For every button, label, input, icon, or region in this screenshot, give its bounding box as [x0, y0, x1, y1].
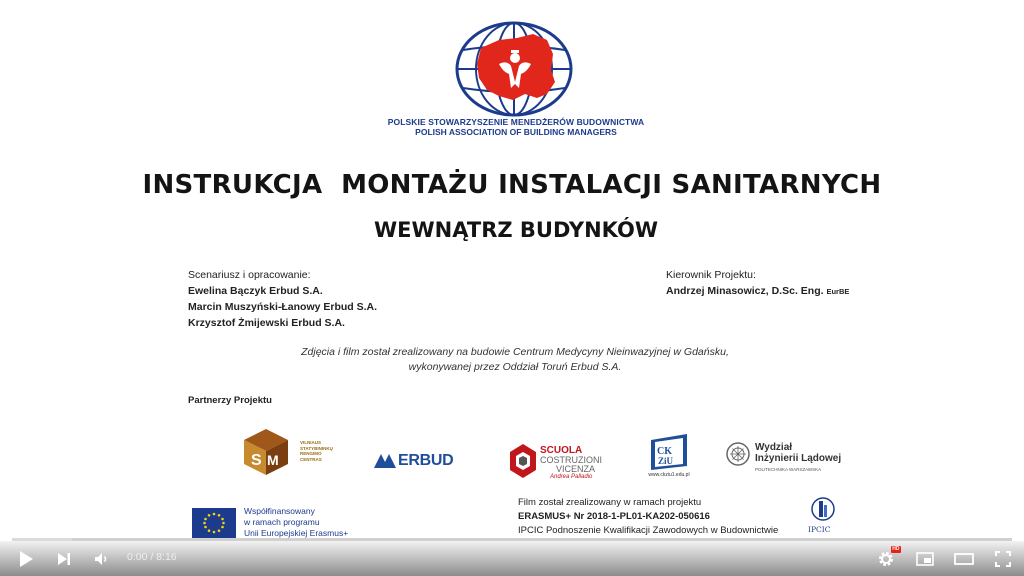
scuola-text-2: COSTRUZIONI [540, 455, 602, 465]
manager-suffix: EurBE [826, 287, 850, 296]
psmb-globe-logo [455, 20, 573, 118]
photo-note-line: wykonywanej przez Oddział Toruń Erbud S.A. [408, 361, 622, 373]
scuola-text-3: VICENZA [556, 464, 596, 474]
pw-wydzial-logo [726, 440, 856, 476]
fullscreen-icon [995, 551, 1011, 567]
wydzial-text-1: Wydział [755, 442, 793, 453]
project-manager-block [666, 267, 849, 300]
sm-text-line: VILNIAUS [300, 440, 322, 445]
volume-icon [94, 552, 110, 566]
ipcic-logo [806, 495, 840, 539]
credits-label: Scenariusz i opracowanie: [188, 269, 311, 281]
miniplayer-button[interactable] [913, 549, 937, 569]
next-icon [57, 552, 71, 566]
theater-mode-button[interactable] [952, 549, 976, 569]
slide-subtitle: WEWNĄTRZ BUDYNKÓW [374, 218, 658, 242]
film-info-line: Film został zrealizowany w ramach projektu [518, 497, 702, 508]
slide-title: INSTRUKCJA MONTAŻU INSTALACJI SANITARNYCH [142, 170, 882, 200]
settings-button[interactable] [874, 546, 900, 569]
ckziu-logo [644, 434, 694, 480]
wydzial-text-2: Inżynierii Lądowej [755, 453, 842, 464]
org-name-en: POLISH ASSOCIATION OF BUILDING MANAGERS [415, 127, 617, 137]
photo-note [200, 345, 830, 375]
eu-cofunded-block [192, 506, 372, 540]
ipcic-mark-icon [811, 495, 835, 523]
manager-label: Kierownik Projektu: [666, 269, 756, 281]
hd-badge: HD [892, 546, 900, 552]
credits-block [188, 267, 377, 331]
ckziu-url: www.ckziu1.edu.pl [648, 472, 690, 478]
volume-button[interactable] [90, 549, 114, 569]
org-name-pl: POLSKIE STOWARZYSZENIE MENEDŻERÓW BUDOWNICTWA [387, 117, 645, 127]
credit-name: Marcin Muszyński-Łanowy Erbud S.A. [188, 301, 378, 313]
wydzial-text-3: POLITECHNIKA WARSZAWSKA [755, 467, 822, 472]
play-button[interactable] [14, 549, 38, 569]
manager-name: Andrzej Minasowicz, D.Sc. Eng. [666, 285, 824, 297]
play-icon [18, 550, 34, 568]
next-button[interactable] [52, 549, 76, 569]
svg-text:ZiU: ZiU [658, 456, 674, 466]
svg-text:S: S [251, 452, 262, 469]
svg-text:M: M [267, 452, 279, 468]
scuola-logo [510, 442, 610, 482]
erbud-text: ERBUD [398, 452, 454, 469]
eu-text-line: w ramach programu [244, 517, 320, 527]
film-info-line: IPCIC Podnoszenie Kwalifikacji Zawodowych w Budownictwie [518, 525, 779, 536]
credit-name: Krzysztof Żmijewski Erbud S.A. [188, 317, 345, 329]
ckziu-mark-icon [647, 434, 691, 470]
scuola-text-4: Andrea Palladio [550, 474, 593, 480]
scuola-mark-icon [510, 444, 536, 478]
ipcic-text: IPCIC [808, 525, 831, 534]
scuola-text-1: SCUOLA [540, 445, 583, 456]
photo-note-line: Zdjęcia i film został zrealizowany na budowie Centrum Medycyny Nieinwazyjnej w Gdańsku, [301, 346, 729, 358]
time-display: 0:00 / 8:16 [127, 551, 177, 563]
sm-text-line: CENTRAS [300, 456, 322, 462]
miniplayer-icon [916, 552, 934, 566]
eu-text-line: Unii Europejskiej Erasmus+ [244, 528, 349, 538]
eu-text-line: Współfinansowany [244, 506, 315, 516]
vilnius-sm-logo [242, 427, 332, 477]
erbud-mark-icon [374, 454, 396, 468]
sm-text-line: RENGIMO [300, 451, 322, 456]
theater-icon [954, 552, 974, 566]
eu-flag-icon [192, 508, 236, 538]
pw-emblem-icon [726, 442, 750, 466]
erasmus-project-number: ERASMUS+ Nr 2018-1-PL01-KA202-050616 [518, 511, 710, 522]
sm-text-line: STATYBININKŲ [300, 445, 333, 451]
fullscreen-button[interactable] [991, 549, 1015, 569]
svg-text:CK: CK [657, 446, 672, 457]
sm-cube-icon [242, 427, 290, 477]
partners-label: Partnerzy Projektu [188, 395, 272, 406]
player-controls [0, 541, 1024, 576]
credit-name: Ewelina Bączyk Erbud S.A. [188, 285, 323, 297]
erbud-logo [374, 451, 474, 471]
